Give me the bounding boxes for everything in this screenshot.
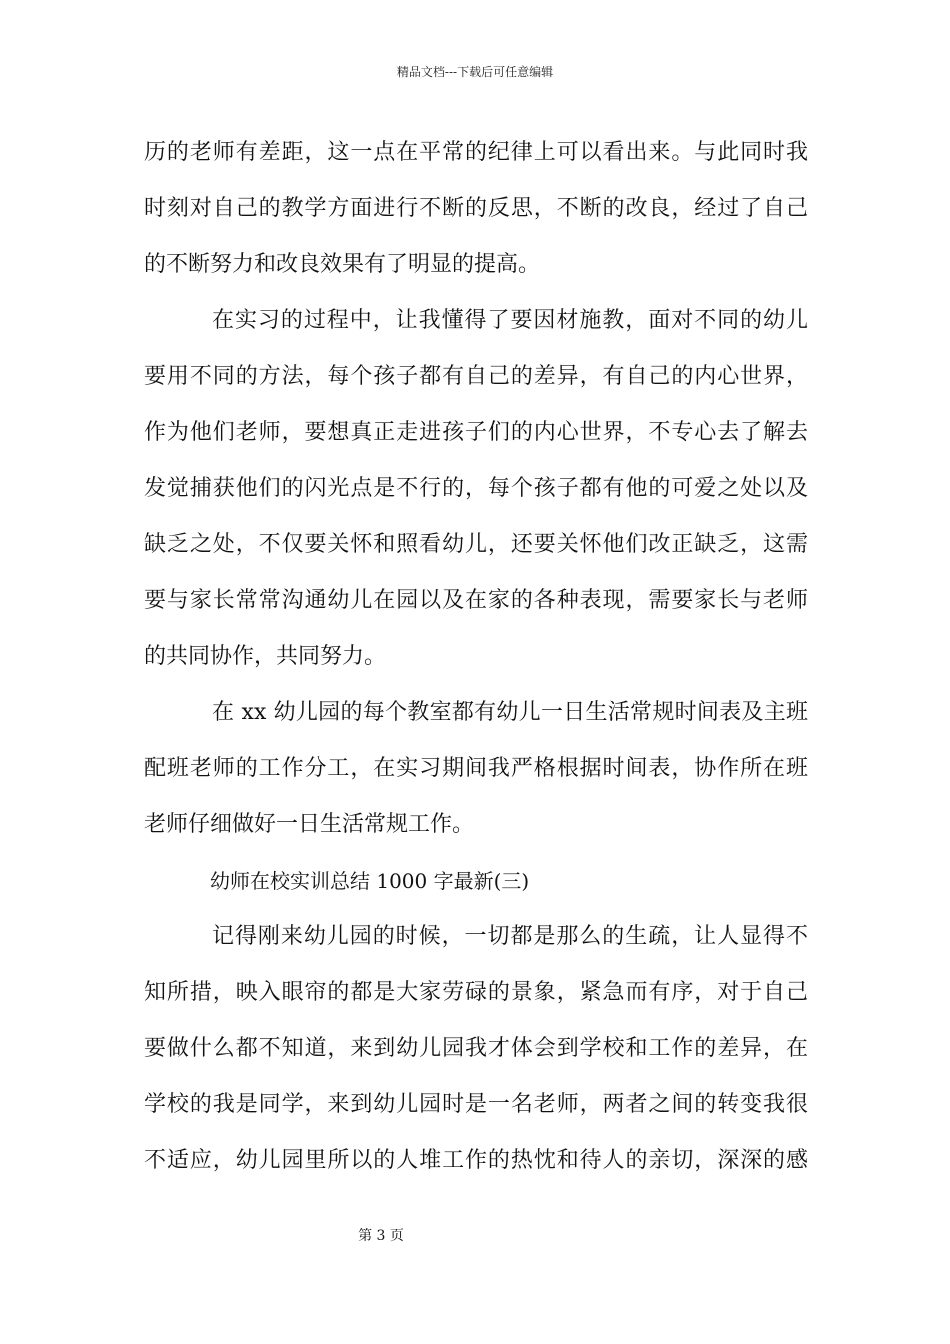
section-heading: 幼师在校实训总结 1000 字最新(三): [210, 869, 530, 893]
paragraph-line: 老师仔细做好一日生活常规工作。: [144, 812, 475, 837]
paragraph-line: 学校的我是同学，来到幼儿园时是一名老师，两者之间的转变我很: [144, 1092, 808, 1117]
paragraph-line: 的共同协作，共同努力。: [144, 644, 387, 669]
paragraph-line: 缺乏之处，不仅要关怀和照看幼儿，还要关怀他们改正缺乏，这需: [144, 532, 808, 557]
paragraph-line: 的不断努力和改良效果有了明显的提高。: [144, 252, 541, 277]
paragraph-line: 不适应，幼儿园里所以的人堆工作的热忱和待人的亲切，深深的感: [144, 1148, 808, 1173]
document-body: [144, 129, 808, 1193]
paragraph-line: 时刻对自己的教学方面进行不断的反思，不断的改良，经过了自己: [144, 196, 808, 221]
paragraph-line: 在实习的过程中，让我懂得了要因材施教，面对不同的幼儿: [212, 308, 808, 333]
paragraph-line: 发觉捕获他们的闪光点是不行的，每个孩子都有他的可爱之处以及: [144, 476, 808, 501]
page-number: 第 3 页: [358, 1228, 404, 1244]
paragraph-line: 在 xx 幼儿园的每个教室都有幼儿一日生活常规时间表及主班: [212, 700, 808, 725]
paragraph-line: 要用不同的方法，每个孩子都有自己的差异，有自己的内心世界，: [144, 364, 808, 389]
paragraph-line: 要做什么都不知道，来到幼儿园我才体会到学校和工作的差异，在: [144, 1036, 808, 1061]
paragraph-line: 记得刚来幼儿园的时候，一切都是那么的生疏，让人显得不: [212, 924, 808, 949]
paragraph-line: 知所措，映入眼帘的都是大家劳碌的景象，紧急而有序，对于自己: [144, 980, 808, 1005]
page-header: 精品文档---下载后可任意编辑: [396, 65, 554, 79]
paragraph-line: 要与家长常常沟通幼儿在园以及在家的各种表现，需要家长与老师: [144, 588, 808, 613]
paragraph-line: 配班老师的工作分工，在实习期间我严格根据时间表，协作所在班: [144, 756, 808, 781]
paragraph-line: 历的老师有差距，这一点在平常的纪律上可以看出来。与此同时我: [144, 140, 808, 165]
paragraph-line: 作为他们老师，要想真正走进孩子们的内心世界，不专心去了解去: [144, 420, 808, 445]
